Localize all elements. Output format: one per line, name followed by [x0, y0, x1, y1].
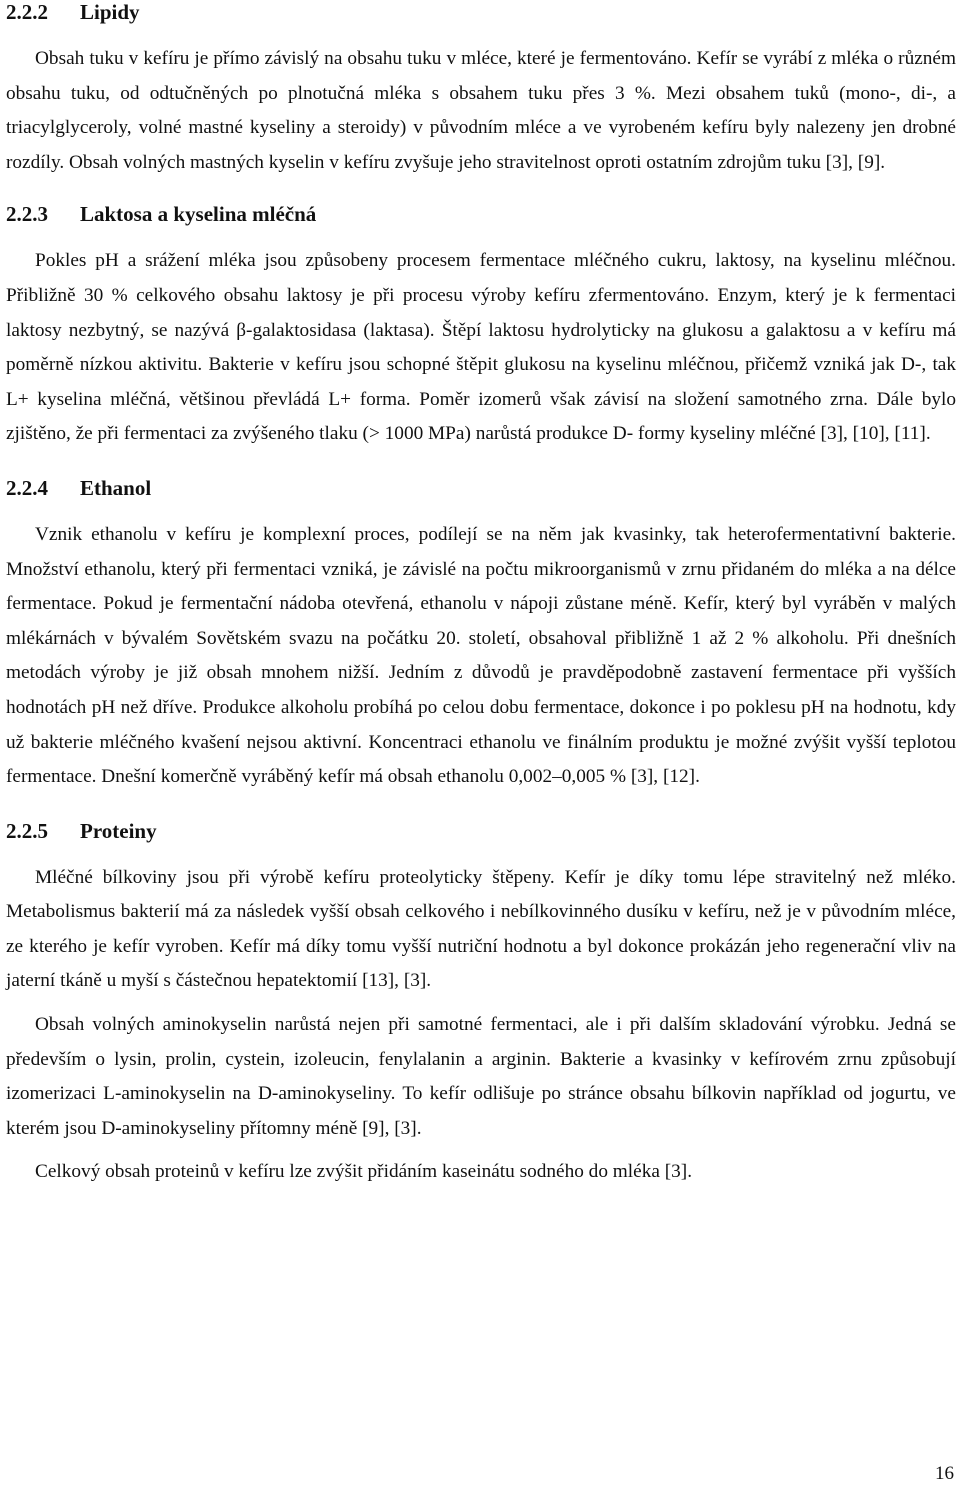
section-title: Lipidy: [80, 0, 140, 24]
paragraph: Obsah volných aminokyselin narůstá nejen při samotné fermentaci, ale i při dalším skladování výrobku. Jedná se především o lysin, prolin, cystein, izoleucin, fenylalanin a arginin. Bakterie a kvasinky v kefírovém zrnu způsobují izomerizaci L-aminokyselin na D-aminokyseliny. To kefír odlišuje po stránce obsahu bílkovin například od jogurtu, ve kterém jsou D-aminokyseliny přítomny méně [9], [3].: [6, 1014, 956, 1139]
section-heading-laktosa: [6, 202, 956, 226]
section-number: 2.2.5: [6, 818, 48, 843]
paragraph: Celkový obsah proteinů v kefíru lze zvýšit přidáním kaseinátu sodného do mléka [3].: [35, 1161, 693, 1183]
section-title: Ethanol: [80, 475, 152, 500]
section-title: Laktosa a kyselina mléčná: [80, 202, 317, 227]
section-heading-proteiny: [6, 819, 956, 843]
page-number: 16: [935, 1463, 954, 1484]
section-number: 2.2.2: [6, 0, 48, 24]
section-title: Proteiny: [80, 818, 157, 843]
paragraph: Obsah tuku v kefíru je přímo závislý na obsahu tuku v mléce, které je fermentováno. Kefír se vyrábí z mléka o různém obsahu tuku, od odtučněných po plnotučná mléka s obsahem tuku přes 3 %. Mezi obsahem tuků (mono-, di-, a triacylglyceroly, volné mastné kyseliny a steroidy) v původním mléce a ve vyrobeném kefíru byly nalezeny jen drobné rozdíly. Obsah volných mastných kyselin v kefíru zvyšuje jeho stravitelnost oproti ostatním zdrojům tuku [3], [9].: [6, 48, 956, 173]
section-heading-ethanol: [6, 476, 956, 500]
section-heading-lipidy: [6, 0, 956, 24]
section-number: 2.2.4: [6, 475, 48, 500]
paragraph: Mléčné bílkoviny jsou při výrobě kefíru proteolyticky štěpeny. Kefír je díky tomu lépe stravitelný než mléko. Metabolismus bakterií má za následek vyšší obsah celkového i nebílkovinného dusíku v kefíru, než je v původním mléce, ze kterého je kefír vyroben. Kefír má díky tomu vyšší nutriční hodnotu a byl dokonce prokázán jeho regenerační vliv na jaterní tkáně u myší s částečnou hepatektomií [13], [3].: [6, 866, 956, 992]
section-number: 2.2.3: [6, 202, 48, 227]
paragraph: Pokles pH a srážení mléka jsou způsobeny procesem fermentace mléčného cukru, laktosy, na kyselinu mléčnou. Přibližně 30 % celkového obsahu laktosy je při procesu výroby kefíru zfermentováno. Enzym, který je k fermentaci laktosy nezbytný, se nazývá β-galaktosidasa (laktasa). Štěpí laktosu hydrolyticky na glukosu a galaktosu a v kefíru má poměrně nízkou aktivitu. Bakterie v kefíru jsou schopné štěpit glukosu na kyselinu mléčnou, přičemž vzniká jak D-, tak L+ kyselina mléčná, většinou převládá L+ forma. Poměr izomerů však závisí na složení samotného zrna. Dále bylo zjištěno, že při fermentaci za zvýšeného tlaku (> 1000 MPa) narůstá produkce D- formy kyseliny mléčné [3], [10], [11].: [6, 250, 956, 445]
paragraph: Vznik ethanolu v kefíru je komplexní proces, podílejí se na něm jak kvasinky, tak heterofermentativní bakterie. Množství ethanolu, který při fermentaci vzniká, je závislé na počtu mikroorganismů v zrnu přidaném do mléka a na délce fermentace. Pokud je fermentační nádoba otevřená, ethanolu v nápoji zůstane méně. Kefír, který byl vyráběn v malých mlékárnách v bývalém Sovětském svazu na počátku 20. století, obsahoval přibližně 1 až 2 % alkoholu. Při dnešních metodách výroby je již obsah mnohem nižší. Jedním z důvodů je pravděpodobně zastavení fermentace při vyšších hodnotách pH než dříve. Produkce alkoholu probíhá po celou dobu fermentace, dokonce i po poklesu pH na hodnotu, kdy už bakterie mléčného kvašení nejsou aktivní. Koncentraci ethanolu ve finálním produktu je možné zvýšit vyšší teplotou fermentace. Dnešní komerčně vyráběný kefír má obsah ethanolu 0,002–0,005 % [3], [12].: [6, 523, 956, 788]
document-page: [6, 0, 956, 1190]
